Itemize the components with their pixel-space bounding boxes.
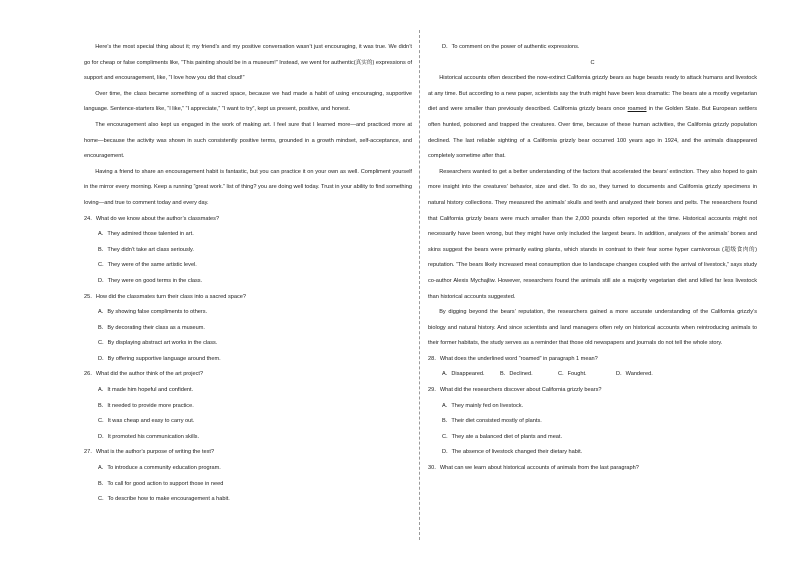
question-28-options xyxy=(428,367,757,383)
question-25-option-c: C．By displaying abstract art works in the class. xyxy=(98,340,218,347)
paragraph: The encouragement also kept us engaged in the work of making art. I feel sure that I learned more—and practiced more at home—because the activity was shown in such consistently positive terms, grounded in a growth mindset, self-acceptance, and encouragement. xyxy=(84,121,412,160)
paragraph: Here’s the most special thing about it; my friend’s and my positive conversation wasn’t just encouraging, it was true. We didn’t go for cheap or false compliments like, “This painting should be in a museum!” Instead, we went for authentic(真实的) expressions of support and encouragement, like, “I love how you did that cloud!” xyxy=(84,44,412,82)
paragraph: By digging beyond the bears’ reputation, the researchers gained a more accurate understanding of the California grizzly’s biology and natural history. And since scientists and land managers often rely on historical accounts when reintroducing animals to their former habitats, the study serves as a reminder that those old newspapers and journals do not tell the whole story. xyxy=(428,309,757,347)
right-column xyxy=(428,40,757,477)
question-26-option-b: B．It needed to provide more practice. xyxy=(98,402,194,409)
question-26-option-d: D．It promoted his communication skills. xyxy=(98,433,200,440)
question-29-option-c: C．They ate a balanced diet of plants and meat. xyxy=(442,433,563,440)
question-27-option-b: B．To call for good action to support those in need xyxy=(98,480,224,487)
left-column xyxy=(84,40,412,508)
question-25-stem: 25．How did the classmates turn their class into a sacred space? xyxy=(84,293,246,300)
paragraph: Researchers wanted to get a better understanding of the factors that accelerated the bears’ extinction. They also hoped to gain more insight into the creatures’ behavior, size and diet. To do so, they turned to documents and California grizzly specimens in natural history collections. They measured the animals’ skulls and teeth and analyzed their bones and pelts. The researchers found that California grizzly bears were much smaller than the 2,000 pounds often reported at the time. Historical accounts might not necessarily have been wrong, but they might have only included the largest bears. In addition, analyses of the animals’ bones and skins suggest the bears were primarily eating plants, which stands in contrast to their fear some hyper carnivorous (超级食肉的) reputation. “The bears likely increased meat consumption due to landscape changes coupled with the arrival of livestock,” says study co-author Alexis Mychajliw. However, researchers found the animals still ate a majority vegetarian diet and killed far less livestock than historical accounts suggested. xyxy=(428,168,757,300)
question-28-option-a: A．Disappeared. xyxy=(442,371,485,378)
question-28-option-b: B．Declined. xyxy=(500,371,533,378)
section-heading: C xyxy=(590,59,595,66)
question-28-option-d: D．Wandered. xyxy=(616,371,653,378)
question-28-option-c: C．Fought. xyxy=(558,371,587,378)
question-29-option-b: B．Their diet consisted mostly of plants. xyxy=(442,418,542,425)
question-24-option-b: B．They didn’t take art class seriously. xyxy=(98,246,194,253)
question-29-stem: 29．What did the researchers discover about California grizzly bears? xyxy=(428,387,602,394)
question-26-option-a: A．It made him hopeful and confident. xyxy=(98,387,194,394)
question-27-stem: 27．What is the author’s purpose of writing the text? xyxy=(84,449,215,456)
paragraph-text: Historical accounts often described the now-extinct California grizzly bears as huge beasts ready to attack humans and livestock at any time. But according to a new paper, scientists say the truth might have been less dramatic: The bears ate a mostly vegetarian diet and were smaller than previously described. California grizzly bears once xyxy=(428,75,757,113)
question-24-option-c: C．They were of the same artistic level. xyxy=(98,262,197,269)
question-27-option-d: D．To comment on the power of authentic expressions. xyxy=(442,44,580,50)
paragraph: Over time, the class became something of a sacred space, because we had made a habit of using encouraging, supportive language. Sentence-starters like, “I like,” “I appreciate,” “I want to try”, kept us present, positive, and honest. xyxy=(84,90,412,113)
question-29-option-a: A．They mainly fed on livestock. xyxy=(442,402,524,409)
question-25-option-a: A．By showing false compliments to others. xyxy=(98,309,208,316)
question-27-option-a: A．To introduce a community education program. xyxy=(98,465,221,472)
question-27-option-c: C．To describe how to make encouragement a habit. xyxy=(98,496,230,503)
question-25-option-b: B．By decorating their class as a museum. xyxy=(98,324,205,331)
question-26-stem: 26．What did the author think of the art project? xyxy=(84,371,204,378)
question-28-stem: 28．What does the underlined word “roamed” in paragraph 1 mean? xyxy=(428,355,598,362)
question-25-option-d: D．By offering supportive language around them. xyxy=(98,355,221,362)
paragraph: Having a friend to share an encouragement habit is fantastic, but you can practice it on your own as well. Compliment yourself in the mirror every morning. Keep a running “great work.” list of thing? you are doing well today. Trust in your ability to find something loving—and true to comment today and every day. xyxy=(84,168,412,206)
question-30-stem: 30．What can we learn about historical accounts of animals from the last paragraph? xyxy=(428,465,639,472)
question-24-stem: 24．What do we know about the author’s classmates? xyxy=(84,215,220,222)
question-29-option-d: D．The absence of livestock changed their dietary habit. xyxy=(442,449,583,456)
column-divider xyxy=(419,30,420,540)
question-24-option-d: D．They were on good terms in the class. xyxy=(98,277,203,284)
paragraph xyxy=(428,71,757,165)
question-24-option-a: A．They admired those talented in art. xyxy=(98,231,194,238)
question-26-option-c: C．It was cheap and easy to carry out. xyxy=(98,418,195,425)
underlined-word: roamed xyxy=(627,106,647,113)
paragraph-text: in the Golden State. But European settlers often hunted, poisoned and trapped the creatures. Over time, because of these human activities, the California grizzly population declined. The last reliable sighting of a California grizzly bear occurred 100 years ago in 1924, and the animals disappeared completely sometime after that. xyxy=(428,106,757,160)
